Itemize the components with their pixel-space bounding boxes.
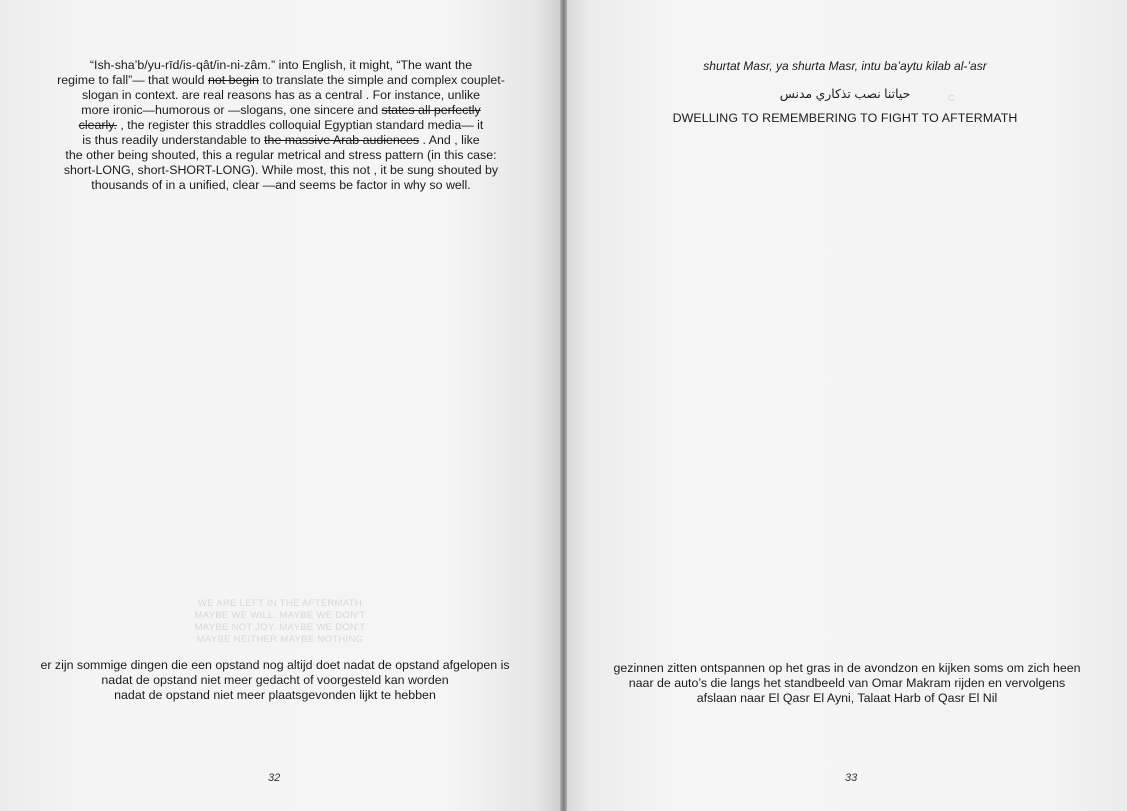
struck-text: clearly.	[78, 118, 117, 132]
dutch-line: afslaan naar El Qasr El Ayni, Talaat Harb of Qasr El Nil	[696, 691, 998, 705]
essay-line	[46, 118, 516, 133]
show-through-text	[150, 598, 410, 646]
page-number-right: 33	[845, 772, 858, 784]
essay-line	[46, 88, 516, 103]
dutch-line: er zijn sommige dingen die een opstand nog altijd doet nadat de opstand afgelopen is	[40, 658, 510, 672]
page-number-left: 32	[268, 772, 281, 784]
essay-text: . And , like	[419, 133, 480, 147]
essay-text: “Ish-sha’b/yu-rīd/is-qât/in-ni-zâm.” into English, it might, “The want the	[89, 58, 473, 72]
book-gutter	[560, 0, 567, 811]
faint-mark: C	[948, 93, 955, 103]
essay-text: the other being shouted, this a regular metrical and stress pattern (in this case:	[65, 148, 497, 162]
arabic-line: حياتنا نصب تذكاري مدنس	[779, 87, 911, 101]
struck-text: the massive Arab audiences	[264, 133, 420, 147]
essay-text: thousands of in a unified, clear —and seems be factor in why so well.	[91, 178, 471, 192]
dutch-line: gezinnen zitten ontspannen op het gras in de avondzon en kijken soms om zich heen	[613, 661, 1081, 675]
show-through-line: MAYBE NOT JOY. MAYBE WE DON'T	[194, 622, 366, 633]
essay-paragraph	[46, 58, 516, 193]
essay-text: slogan in context. are real reasons has as a central . For instance, unlike	[81, 88, 481, 102]
left-page	[0, 0, 560, 811]
dutch-caption-left	[35, 658, 515, 703]
struck-text: not begin	[207, 73, 259, 87]
dutch-line: nadat de opstand niet meer plaatsgevonden lijkt te hebben	[114, 688, 436, 702]
essay-text: regime to fall”— that would	[57, 73, 208, 87]
show-through-line: MAYBE NEITHER MAYBE NOTHING	[196, 634, 364, 645]
show-through-line: WE ARE LEFT IN THE AFTERMATH	[197, 598, 363, 609]
show-through-line: MAYBE WE WILL. MAYBE WE DON'T	[194, 610, 366, 621]
essay-text: is thus readily understandable to	[82, 133, 265, 147]
dutch-caption-right	[607, 661, 1087, 706]
caps-heading: DWELLING TO REMEMBERING TO FIGHT TO AFTERMATH	[672, 111, 1018, 125]
essay-text: more ironic—humorous or —slogans, one sincere and	[81, 103, 382, 117]
right-header-block	[660, 59, 1030, 126]
essay-line	[46, 58, 516, 73]
essay-line	[46, 163, 516, 178]
transliteration-line: shurtat Masr, ya shurta Masr, intu ba’aytu kilab al-’asr	[703, 59, 987, 73]
essay-text: , the register this straddles colloquial Egyptian standard media— it	[116, 118, 484, 132]
essay-line	[46, 103, 516, 118]
essay-line	[46, 148, 516, 163]
struck-text: states all perfectly	[381, 103, 481, 117]
essay-line	[46, 178, 516, 193]
dutch-line: nadat de opstand niet meer gedacht of voorgesteld kan worden	[101, 673, 449, 687]
essay-text: short-LONG, short-SHORT-LONG). While most, this not , it be sung shouted by	[63, 163, 499, 177]
dutch-line: naar de auto’s die langs het standbeeld van Omar Makram rijden en vervolgens	[628, 676, 1066, 690]
essay-text: to translate the simple and complex couplet-	[258, 73, 505, 87]
essay-line	[46, 133, 516, 148]
essay-line	[46, 73, 516, 88]
